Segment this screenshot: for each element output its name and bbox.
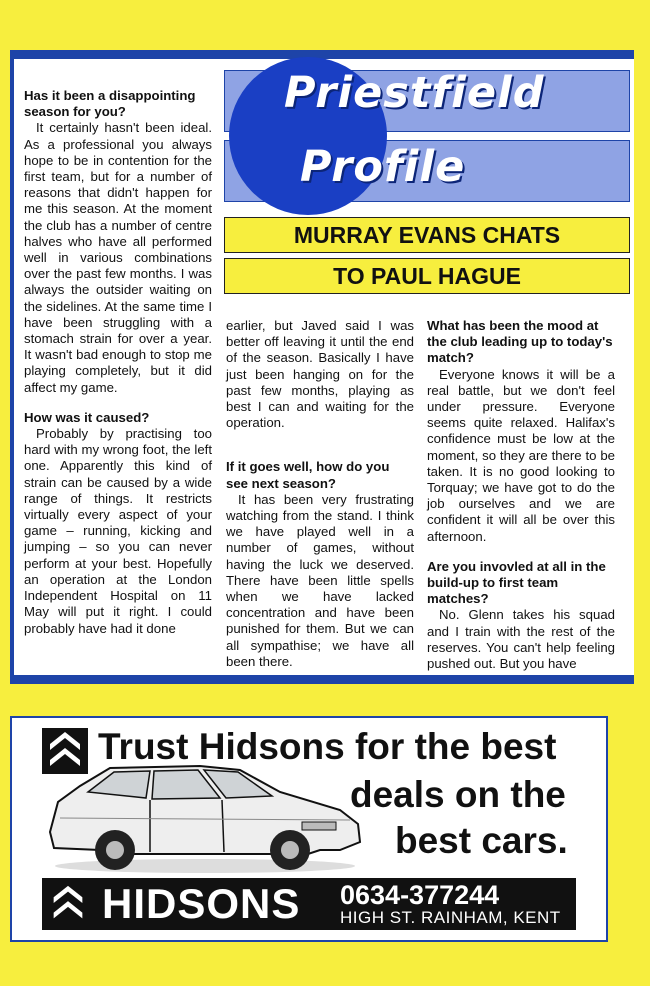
question-1: Has it been a disappointing season for you?: [24, 88, 196, 120]
headline-line1: MURRAY EVANS CHATS: [224, 217, 630, 253]
answer-2-part-1: Probably by practising too hard with my wrong foot, the left one. Apparently this kind of strain can be caused by a wide range of things. It restricts virtually every aspect of your game – running, kicking and jumping – so you can never perform at your best. Hopefully an operation at the London Independent Hospital on 11 May will put it right. I could probably have had it done: [24, 426, 212, 636]
hidsons-chevrons-icon: [46, 882, 90, 926]
article-column-2: [226, 318, 414, 670]
advert-headline-line1: Trust Hidsons for the best: [98, 726, 557, 767]
answer-3: It has been very frustrating watching from the stand. I think we have played well in a number of games, without having the luck we deserved. There have been little spells when we have lacked concentration and have been punished for them. But we can all sympathise; we have all been there.: [226, 491, 414, 669]
article-column-3: [427, 318, 615, 672]
answer-5: No. Glenn takes his squad and I train with the rest of the reserves. You can't help feeling pushed out. But you have: [427, 607, 615, 672]
question-3: If it goes well, how do you see next season?: [226, 459, 390, 491]
headline-line2: TO PAUL HAGUE: [224, 258, 630, 294]
article-column-1: [24, 88, 212, 637]
answer-1: It certainly hasn't been ideal. As a professional you always hope to be in contention for the first team, but for a number of reasons that didn't happen for me this season. At the moment the club has a number of centre halves who have all performed well in various combinations over the past few months. I was always the outsider waiting on the sidelines. At the same time I have been struggling with a stomach strain for over a year. It wasn't bad enough to stop me playing completely, but it did affect my game.: [24, 120, 212, 395]
question-5: Are you invovled at all in the build-up to first team matches?: [427, 558, 606, 607]
advert-headline-line3: best cars.: [395, 820, 568, 861]
question-2: How was it caused?: [24, 409, 150, 425]
answer-4: Everyone knows it will be a real battle, but we don't feel under pressure. Everyone seems quite relaxed. Halifax's confidence must be low at the moment, so they are there to be taken. It is no good looking to Torquay; we have got to do the job ourselves and we are confident it will all be over this afternoon.: [427, 366, 615, 544]
masthead-title-line1: Priestfield: [284, 68, 545, 118]
phone-number: 0634-377244: [340, 880, 500, 910]
car-illustration: [40, 758, 370, 876]
address: HIGH ST. RAINHAM, KENT: [340, 908, 561, 927]
advert-headline-line2: deals on the: [350, 774, 566, 815]
masthead-title-line2: Profile: [300, 142, 466, 192]
brand-name: HIDSONS: [102, 880, 301, 927]
question-4: What has been the mood at the club leading up to today's match?: [427, 318, 613, 366]
answer-2-part-2: earlier, but Javed said I was better off leaving it until the end of the season. Basically I have just been hanging on for the past few months, playing as best I can and waiting for the operation.: [226, 318, 414, 431]
